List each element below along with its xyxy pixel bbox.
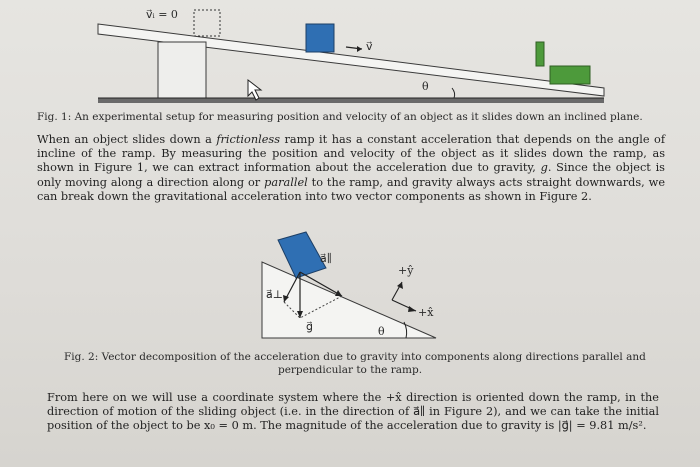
- label-a-perp: a⃗⊥: [266, 288, 284, 301]
- label-theta-fig1: θ: [422, 80, 429, 93]
- paragraph-2: From here on we will use a coordinate system where the +x̂ direction is oriented down the ramp, in the direction of motion of the sliding object (i.e. in the direction of a⃗∥ in Figure 2), and we can take the initial position of the object to be x₀ = 0 m. The magnitude of the acceleration due to gravity is |g⃗| = 9.81 m/s².: [47, 391, 659, 433]
- label-theta-fig2: θ: [378, 325, 385, 338]
- label-plus-y: +ŷ: [398, 264, 414, 277]
- paragraph-1: When an object slides down a frictionless ramp it has a constant acceleration that depends on the angle of incline of the ramp. By measuring the position and velocity of the object as it slides down the ramp, as shown in Figure 1, we can extract information about the acceleration due to gravity, g. Since the object is only moving along a direction along or parallel to the ramp, and gravity always acts straight downwards, we can break down the gravitational acceleration into two vector components as shown in Figure 2.: [37, 133, 666, 203]
- label-a-parallel: a⃗∥: [320, 252, 332, 265]
- figure-1-caption: Fig. 1: An experimental setup for measuring position and velocity of an object as it slides down an inclined plane.: [37, 111, 643, 123]
- label-initial-velocity: v⃗ᵢ = 0: [146, 8, 178, 21]
- label-plus-x: +x̂: [418, 306, 434, 319]
- figure-2-caption-line2: perpendicular to the ramp.: [277, 364, 423, 376]
- figure-2-caption-line1: Fig. 2: Vector decomposition of the acceleration due to gravity into components along directions parallel and: [64, 351, 646, 363]
- incline-block: [278, 232, 326, 278]
- label-velocity: v⃗: [366, 40, 373, 53]
- label-g: g⃗: [306, 320, 313, 333]
